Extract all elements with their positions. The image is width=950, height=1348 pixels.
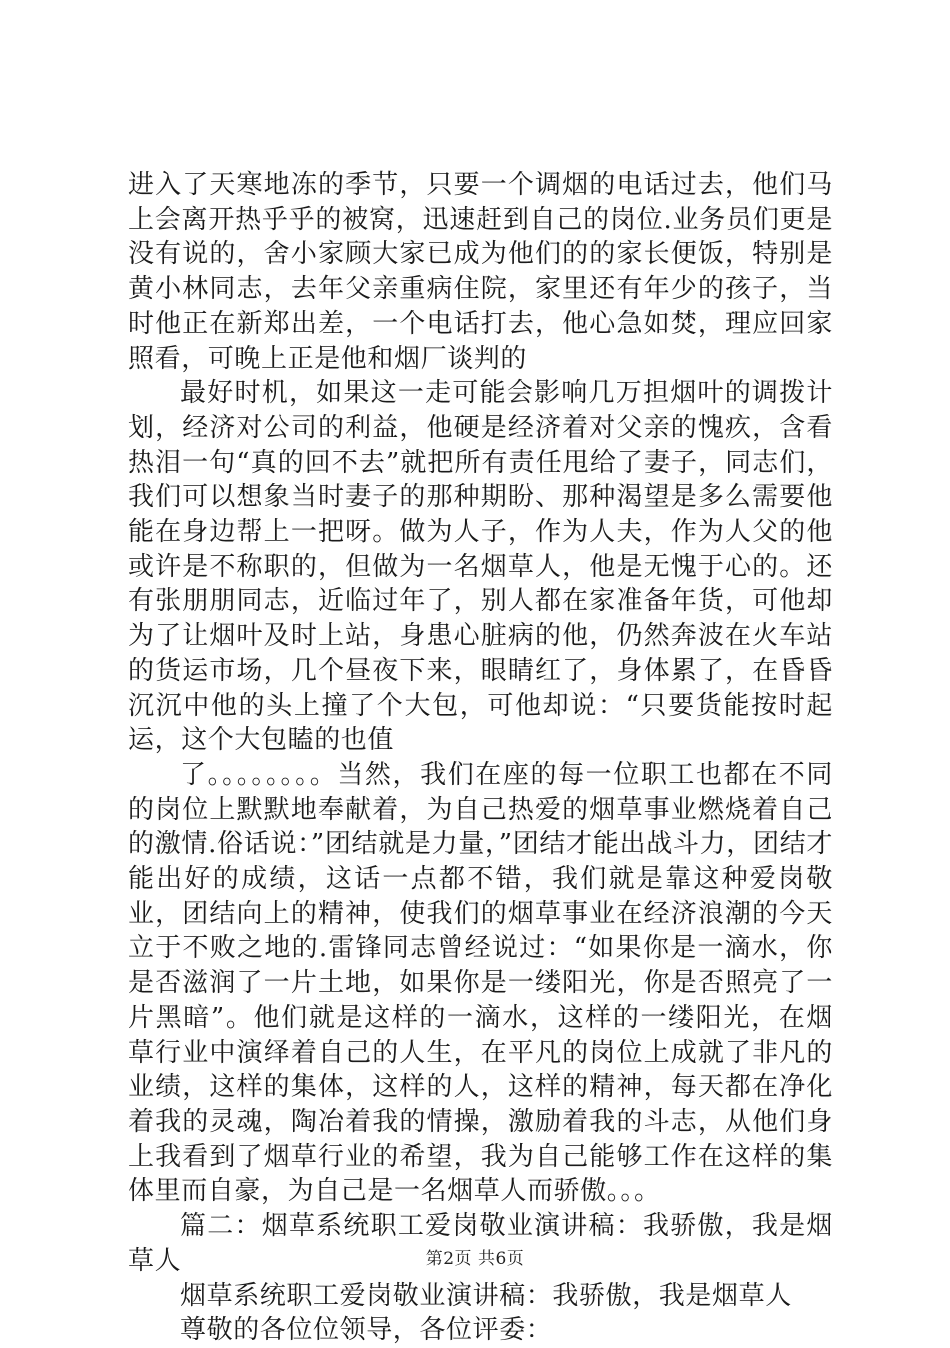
paragraph: 了。。。。。。。。当然，我们在座的每一位职工也都在不同的岗位上默默地奉献着，为自己热爱的烟草事业燃烧着自己的激情.俗话说：”团结就是力量，”团结才能出战斗力，团结才能出好的成绩，这话一点都不错，我们就是靠这种爱岗敬业，团结向上的精神，使我们的烟草事业在经济浪潮的今天立于不败之地的.雷锋同志曾经说过：“如果你是一滴水，你是否滋润了一片土地，如果你是一缕阳光，你是否照亮了一片黑暗”。他们就是这样的一滴水，这样的一缕阳光，在烟草行业中演绎着自己的人生，在平凡的岗位上成就了非凡的业绩，这样的集体，这样的人，这样的精神，每天都在净化着我的灵魂，陶冶着我的情操，激励着我的斗志，从他们身上我看到了烟草行业的希望，我为自己能够工作在这样的集体里而自豪，为自己是一名烟草人而骄傲。。。 — [128, 759, 833, 1207]
salutation: 尊敬的各位位领导，各位评委： — [180, 1315, 553, 1346]
page-number: 第2页 共6页 — [425, 1249, 525, 1269]
paragraph-continued: 进入了天寒地冻的季节，只要一个调烟的电话过去，他们马上会离开热乎乎的被窝，迅速赶到自己的岗位.业务员们更是没有说的，舍小家顾大家已成为他们的的家长便饭，特别是黄小林同志，去年父亲重病住院，家里还有年少的孩子，当时他正在新郑出差，一个电话打去，他心急如焚，理应回家照看，可晚上正是他和烟厂谈判的 — [128, 170, 833, 374]
document-body — [128, 168, 833, 1348]
page-footer — [0, 1244, 950, 1269]
paragraph: 最好时机，如果这一走可能会影响几万担烟叶的调拨计划，经济对公司的利益，他硬是经济着对父亲的愧疚，含看热泪一句“真的回不去”就把所有责任甩给了妻子，同志们，我们可以想象当时妻子的那种期盼、那种渴望是多么需要他能在身边帮上一把呀。做为人子，作为人夫，作为人父的他或许是不称职的，但做为一名烟草人，他是无愧于心的。还有张朋朋同志，近临过年了，别人都在家准备年货，可他却为了让烟叶及时上站，身患心脏病的他，仍然奔波在火车站的货运市场，几个昼夜下来，眼睛红了，身体累了，在昏昏沉沉中他的头上撞了个大包，可他却说：“只要货能按时起运，这个大包瞌的也值 — [128, 378, 833, 756]
speech-title: 烟草系统职工爱岗敬业演讲稿：我骄傲，我是烟草人 — [180, 1280, 792, 1311]
section-heading: 篇二：烟草系统职工爱岗敬业演讲稿：我骄傲，我是烟草人 — [128, 1211, 833, 1276]
